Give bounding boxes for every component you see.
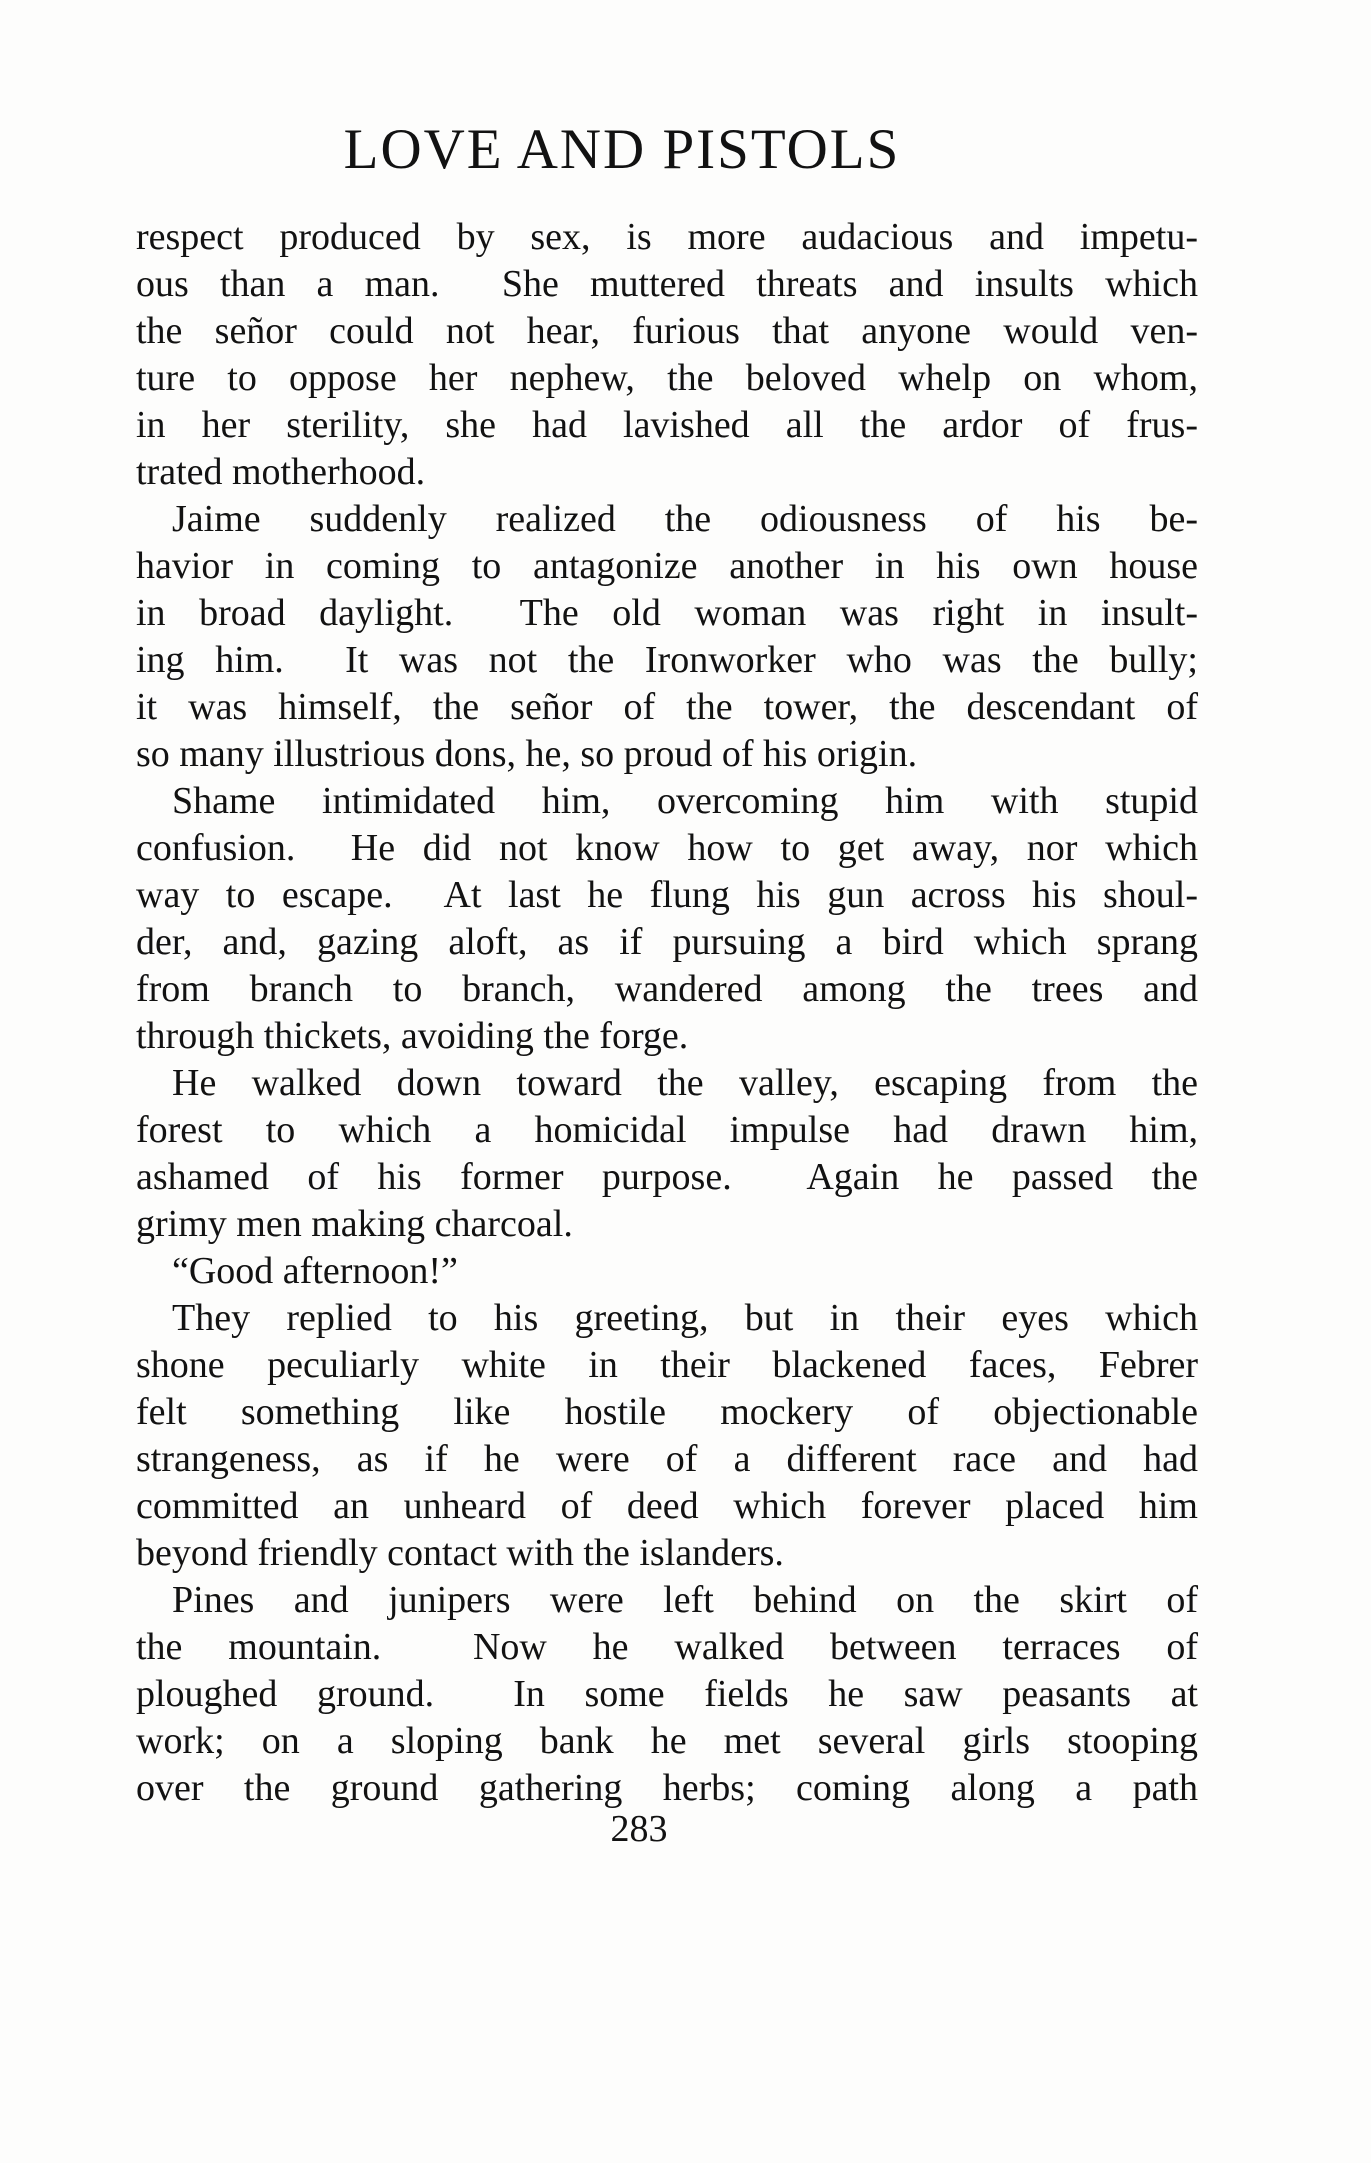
text-line: respect produced by sex, is more audacious and impetu- [136,216,1198,258]
text-line: “Good afternoon!” [172,1250,458,1292]
text-line: grimy men making charcoal. [136,1203,573,1245]
text-line: the mountain. Now he walked between terraces of [136,1626,1198,1668]
paragraph [136,1248,1198,1295]
paragraph [136,1060,1198,1248]
paragraph [136,214,1198,496]
text-line: it was himself, the señor of the tower, the descendant of [136,686,1198,728]
text-line: He walked down toward the valley, escaping from the [172,1062,1198,1104]
paragraph [136,1577,1198,1812]
text-line: confusion. He did not know how to get away, nor which [136,827,1198,869]
text-line: forest to which a homicidal impulse had drawn him, [136,1109,1198,1151]
text-line: beyond friendly contact with the islanders. [136,1532,784,1574]
page-number: 283 [610,1808,668,1850]
body-text [136,214,1198,1812]
text-line: ploughed ground. In some fields he saw peasants at [136,1673,1198,1715]
text-line: over the ground gathering herbs; coming along a path [136,1767,1198,1809]
text-line: in broad daylight. The old woman was right in insult- [136,592,1198,634]
text-line: ous than a man. She muttered threats and insults which [136,263,1198,305]
text-line: way to escape. At last he flung his gun across his shoul- [136,874,1198,916]
text-line: der, and, gazing aloft, as if pursuing a bird which sprang [136,921,1198,963]
text-line: Jaime suddenly realized the odiousness of his be- [172,498,1198,540]
paragraph [136,496,1198,778]
text-line: ashamed of his former purpose. Again he passed the [136,1156,1198,1198]
paragraph [136,1295,1198,1577]
page-title: LOVE AND PISTOLS [343,118,901,181]
text-line: committed an unheard of deed which forever placed him [136,1485,1198,1527]
text-line: from branch to branch, wandered among the trees and [136,968,1198,1010]
text-line: the señor could not hear, furious that anyone would ven- [136,310,1198,352]
text-line: havior in coming to antagonize another in his own house [136,545,1198,587]
text-line: strangeness, as if he were of a different race and had [136,1438,1198,1480]
text-line: Pines and junipers were left behind on the skirt of [172,1579,1198,1621]
text-line: ture to oppose her nephew, the beloved whelp on whom, [136,357,1198,399]
text-line: through thickets, avoiding the forge. [136,1015,689,1057]
text-line: shone peculiarly white in their blackened faces, Febrer [136,1344,1198,1386]
text-line: in her sterility, she had lavished all the ardor of frus- [136,404,1198,446]
paragraph [136,778,1198,1060]
text-line: ing him. It was not the Ironworker who was the bully; [136,639,1198,681]
text-line: work; on a sloping bank he met several girls stooping [136,1720,1198,1762]
text-line: They replied to his greeting, but in their eyes which [172,1297,1198,1339]
text-line: felt something like hostile mockery of objectionable [136,1391,1198,1433]
text-line: trated motherhood. [136,451,426,493]
text-line: Shame intimidated him, overcoming him with stupid [172,780,1198,822]
text-line: so many illustrious dons, he, so proud of his origin. [136,733,918,775]
